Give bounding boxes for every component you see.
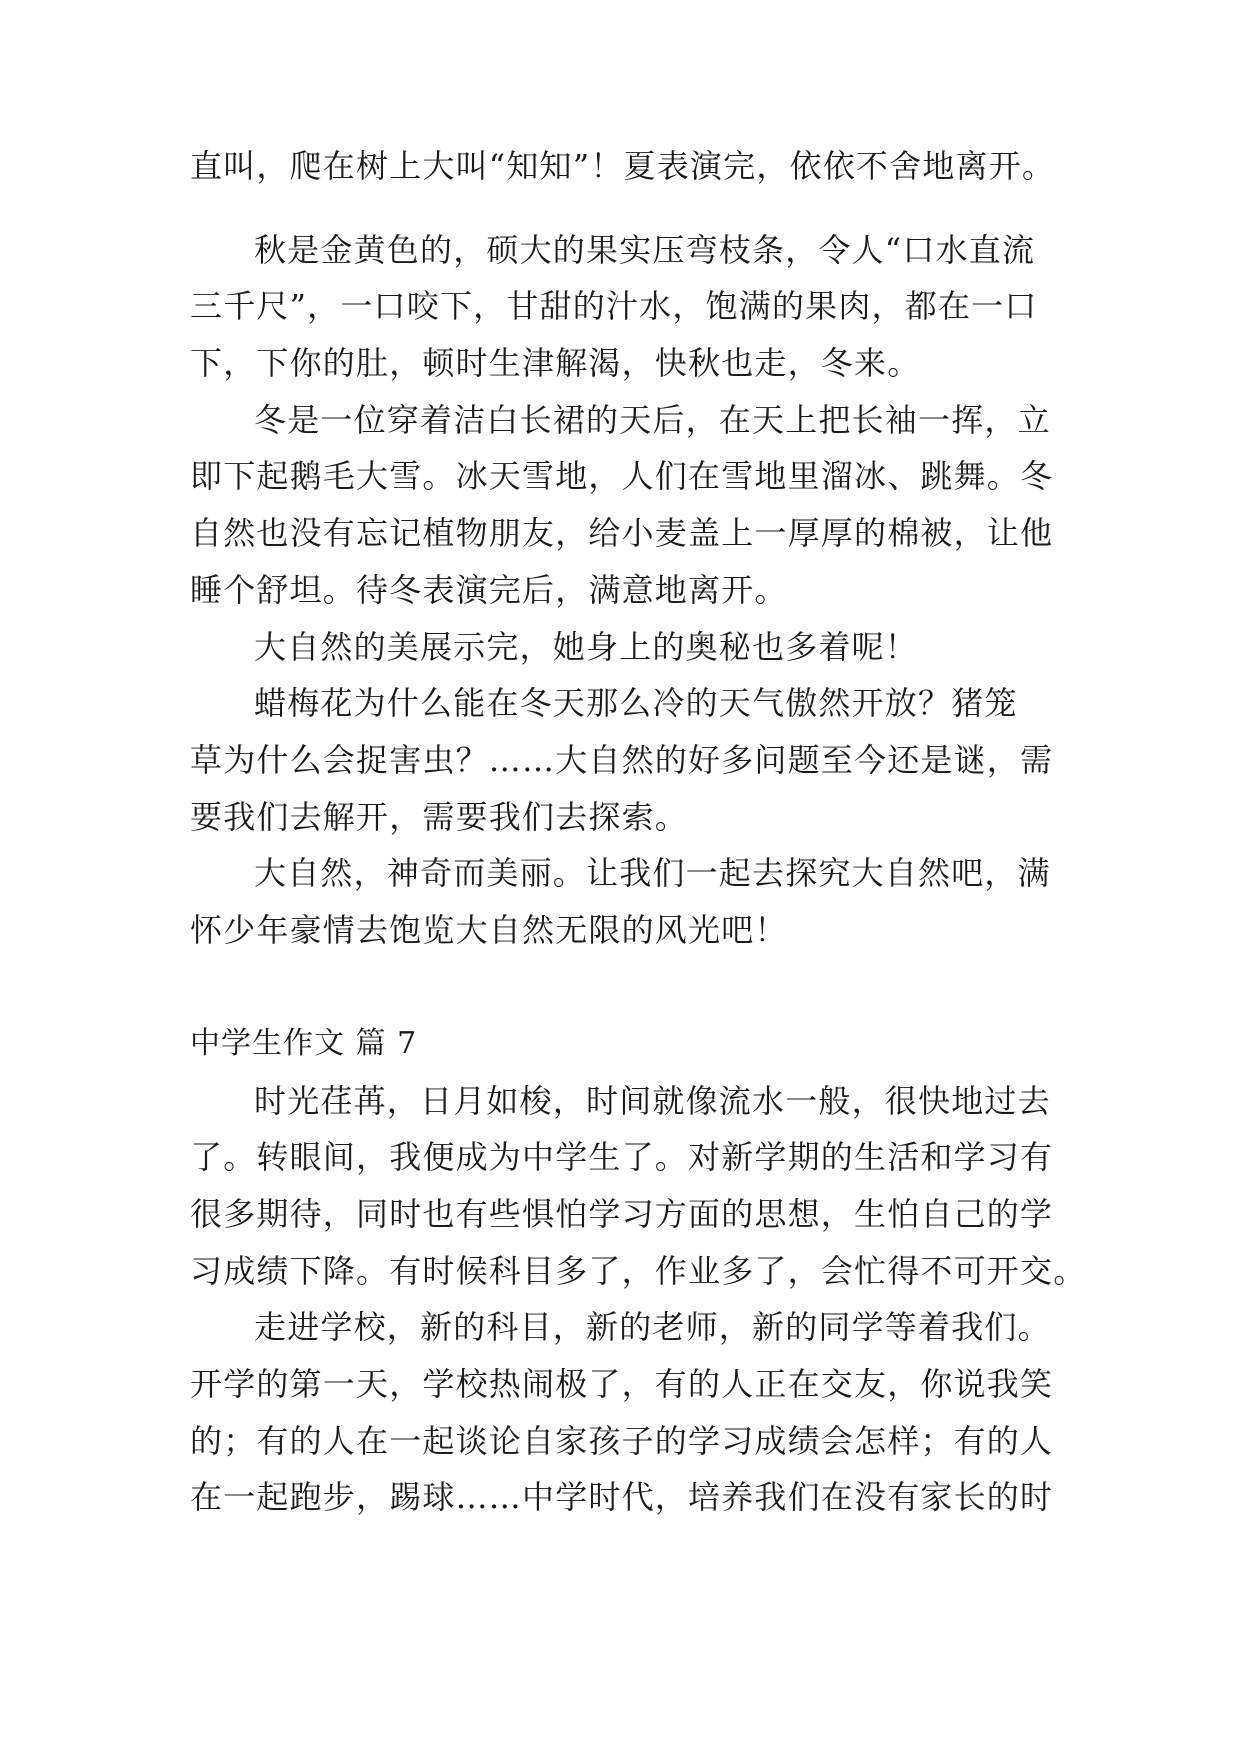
paragraph-line: 三千尺”，一口咬下，甘甜的汁水，饱满的果肉，都在一口 xyxy=(190,287,1038,325)
paragraph-line: 走进学校，新的科目，新的老师，新的同学等着我们。 xyxy=(254,1308,1051,1346)
paragraph-line: 草为什么会捉害虫？……大自然的好多问题至今还是谜，需 xyxy=(190,741,1054,779)
paragraph-line: 的；有的人在一起谈论自家孩子的学习成绩会怎样；有的人 xyxy=(190,1422,1054,1460)
paragraph-line: 时光荏苒，日月如梭，时间就像流水一般，很快地过去 xyxy=(254,1082,1051,1120)
paragraph-line: 睡个舒坦。待冬表演完后，满意地离开。 xyxy=(190,571,788,609)
paragraph-line: 习成绩下降。有时候科目多了，作业多了，会忙得不可开交。 xyxy=(190,1252,1087,1290)
paragraph-line: 即下起鹅毛大雪。冰天雪地，人们在雪地里溜冰、跳舞。冬 xyxy=(190,457,1054,495)
paragraph-line: 下，下你的肚，顿时生津解渴，快秋也走，冬来。 xyxy=(190,344,921,382)
paragraph-line: 秋是金黄色的，硕大的果实压弯枝条，令人“口水直流 xyxy=(254,231,1036,269)
section-heading: 中学生作文 篇 7 xyxy=(190,1026,418,1061)
paragraph-line: 怀少年豪情去饱览大自然无限的风光吧！ xyxy=(190,911,788,949)
paragraph-line: 要我们去解开，需要我们去探索。 xyxy=(190,798,689,836)
paragraph-line: 开学的第一天，学校热闹极了，有的人正在交友，你说我笑 xyxy=(190,1365,1054,1403)
paragraph-line: 大自然的美展示完，她身上的奥秘也多着呢！ xyxy=(254,628,919,666)
paragraph-line: 在一起跑步，踢球……中学时代，培养我们在没有家长的时 xyxy=(190,1478,1054,1516)
paragraph-line: 蜡梅花为什么能在冬天那么冷的天气傲然开放？猪笼 xyxy=(254,684,1018,722)
paragraph-line: 自然也没有忘记植物朋友，给小麦盖上一厚厚的棉被，让他 xyxy=(190,514,1054,552)
paragraph-line: 冬是一位穿着洁白长裙的天后，在天上把长袖一挥，立 xyxy=(254,401,1051,439)
paragraph-line: 很多期待，同时也有些惧怕学习方面的思想，生怕自己的学 xyxy=(190,1195,1054,1233)
paragraph-line: 大自然，神奇而美丽。让我们一起去探究大自然吧，满 xyxy=(254,854,1051,892)
paragraph-line: 了。转眼间，我便成为中学生了。对新学期的生活和学习有 xyxy=(190,1138,1054,1176)
paragraph-line: 直叫，爬在树上大叫“知知”！夏表演完，依依不舍地离开。 xyxy=(190,147,1056,185)
